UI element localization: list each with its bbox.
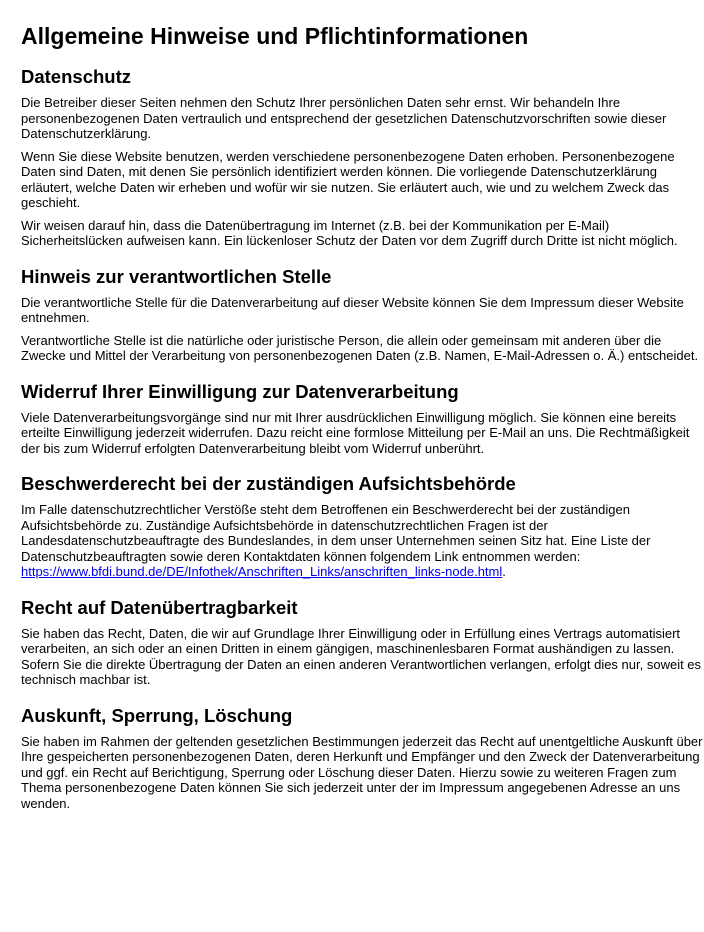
bfdi-link[interactable]: https://www.bfdi.bund.de/DE/Infothek/Anschriften_Links/anschriften_links-node.html bbox=[21, 564, 503, 579]
section-heading: Hinweis zur verantwortlichen Stelle bbox=[21, 265, 332, 287]
section-beschwerderecht bbox=[21, 472, 704, 580]
paragraph: Verantwortliche Stelle ist die natürliche oder juristische Person, die allein oder gemeinsam mit anderen über die Zwecke und Mittel der Verarbeitung von personenbezogenen Daten (z.B. Namen, E-Mail-Adressen o. Ä.) entscheidet. bbox=[21, 332, 699, 363]
section-widerruf bbox=[21, 380, 704, 457]
paragraph: Sie haben das Recht, Daten, die wir auf Grundlage Ihrer Einwilligung oder in Erfüllung eines Vertrags automatisiert verarbeiten, an sich oder an einen Dritten in einem gängigen, maschinenlesbaren Format aushändigen zu lassen. Sofern Sie die direkte Übertragung der Daten an einen anderen Verantwortlichen verlangen, erfolgt dies nur, soweit es technisch machbar ist. bbox=[21, 625, 702, 687]
paragraph: Viele Datenverarbeitungsvorgänge sind nur mit Ihrer ausdrücklichen Einwilligung möglich. Sie können eine bereits erteilte Einwilligung jederzeit widerrufen. Dazu reicht eine formlose Mitteilung per E-Mail an uns. Die Rechtmäßigkeit der bis zum Widerruf erfolgten Datenverarbeitung bleibt vom Widerruf unberührt. bbox=[21, 409, 690, 456]
section-heading: Auskunft, Sperrung, Löschung bbox=[21, 704, 293, 726]
section-datenuebertragbarkeit bbox=[21, 596, 704, 688]
paragraph bbox=[21, 502, 704, 580]
section-heading: Beschwerderecht bei der zuständigen Aufsichtsbehörde bbox=[21, 473, 516, 494]
paragraph: Wenn Sie diese Website benutzen, werden verschiedene personenbezogene Daten erhoben. Personenbezogene Daten sind Daten, mit denen Sie persönlich identifiziert werden können. Die vorliegende Datenschutzerklärung erläutert, welche Daten wir erheben und wofür wir sie nutzen. Sie erläutert auch, wie und zu welchem Zweck das geschieht. bbox=[21, 148, 675, 210]
paragraph-text: Im Falle datenschutzrechtlicher Verstöße steht dem Betroffenen ein Beschwerderecht bei der zuständigen Aufsichtsbehörde zu. Zuständige Aufsichtsbehörde in datenschutzrechtlichen Fragen ist der Landesdatenschutzbeauftragte des Bundeslandes, in dem unser Unternehmen seinen Sitz hat. Eine Liste der Datenschutzbeauftragten sowie deren Kontaktdaten können folgendem Link entnommen werden: bbox=[21, 502, 651, 564]
section-heading: Recht auf Datenübertragbarkeit bbox=[21, 596, 298, 618]
page-title: Allgemeine Hinweise und Pflichtinformationen bbox=[21, 23, 529, 49]
section-heading: Datenschutz bbox=[21, 66, 131, 87]
section-verantwortliche-stelle bbox=[21, 265, 704, 364]
paragraph: Die Betreiber dieser Seiten nehmen den Schutz Ihrer persönlichen Daten sehr ernst. Wir behandeln Ihre personenbezogenen Daten vertraulich und entsprechend der gesetzlichen Datenschutzvorschriften sowie dieser Datenschutzerklärung. bbox=[21, 95, 667, 141]
section-heading: Widerruf Ihrer Einwilligung zur Datenverarbeitung bbox=[21, 380, 459, 402]
section-auskunft bbox=[21, 704, 704, 812]
paragraph: Die verantwortliche Stelle für die Datenverarbeitung auf dieser Website können Sie dem Impressum dieser Website entnehmen. bbox=[21, 294, 684, 325]
paragraph: Sie haben im Rahmen der geltenden gesetzlichen Bestimmungen jederzeit das Recht auf unentgeltliche Auskunft über Ihre gespeicherten personenbezogenen Daten, deren Herkunft und Empfänger und den Zweck der Datenverarbeitung und ggf. ein Recht auf Berichtigung, Sperrung oder Löschung dieser Daten. Hierzu sowie zu weiteren Fragen zum Thema personenbezogene Daten können Sie sich jederzeit unter der im Impressum angegebenen Adresse an uns wenden. bbox=[21, 733, 703, 811]
paragraph: Wir weisen darauf hin, dass die Datenübertragung im Internet (z.B. bei der Kommunikation per E-Mail) Sicherheitslücken aufweisen kann. Ein lückenloser Schutz der Daten vor dem Zugriff durch Dritte ist nicht möglich. bbox=[21, 217, 678, 248]
section-datenschutz bbox=[21, 65, 704, 249]
link-suffix: . bbox=[502, 564, 506, 579]
